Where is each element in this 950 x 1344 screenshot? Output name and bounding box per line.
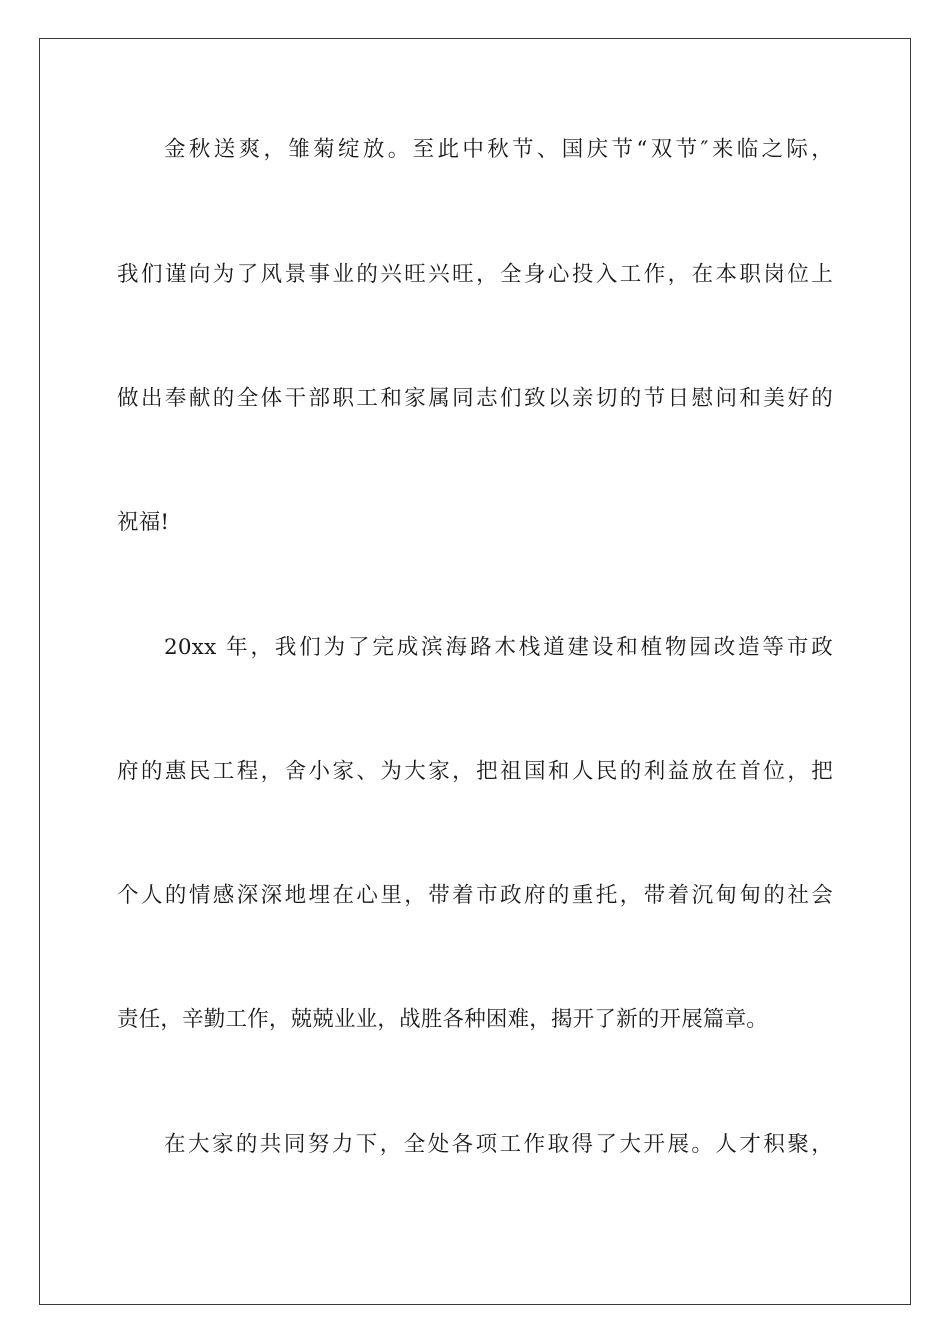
page-frame <box>39 38 911 1305</box>
paragraph-1-line-1: 金秋送爽，雏菊绽放。至此中秋节、国庆节“双节″来临之际， <box>164 137 833 162</box>
paragraph-2-line-4: 责任，辛勤工作，兢兢业业，战胜各种困难，揭开了新的开展篇章。 <box>117 1007 769 1032</box>
paragraph-1-line-4: 祝福! <box>117 510 170 535</box>
paragraph-3-line-1: 在大家的共同努力下，全处各项工作取得了大开展。人才积聚， <box>164 1132 833 1157</box>
paragraph-2-line-1: 20xx 年，我们为了完成滨海路木栈道建设和植物园改造等市政 <box>164 635 833 660</box>
paragraph-1-line-3: 做出奉献的全体干部职工和家属同志们致以亲切的节日慰问和美好的 <box>117 386 833 411</box>
paragraph-2-line-3: 个人的情感深深地埋在心里，带着市政府的重托，带着沉甸甸的社会 <box>117 883 833 908</box>
paragraph-1-line-2: 我们谨向为了风景事业的兴旺兴旺，全身心投入工作，在本职岗位上 <box>117 262 833 287</box>
paragraph-2-line-2: 府的惠民工程，舍小家、为大家，把祖国和人民的利益放在首位，把 <box>117 759 833 784</box>
